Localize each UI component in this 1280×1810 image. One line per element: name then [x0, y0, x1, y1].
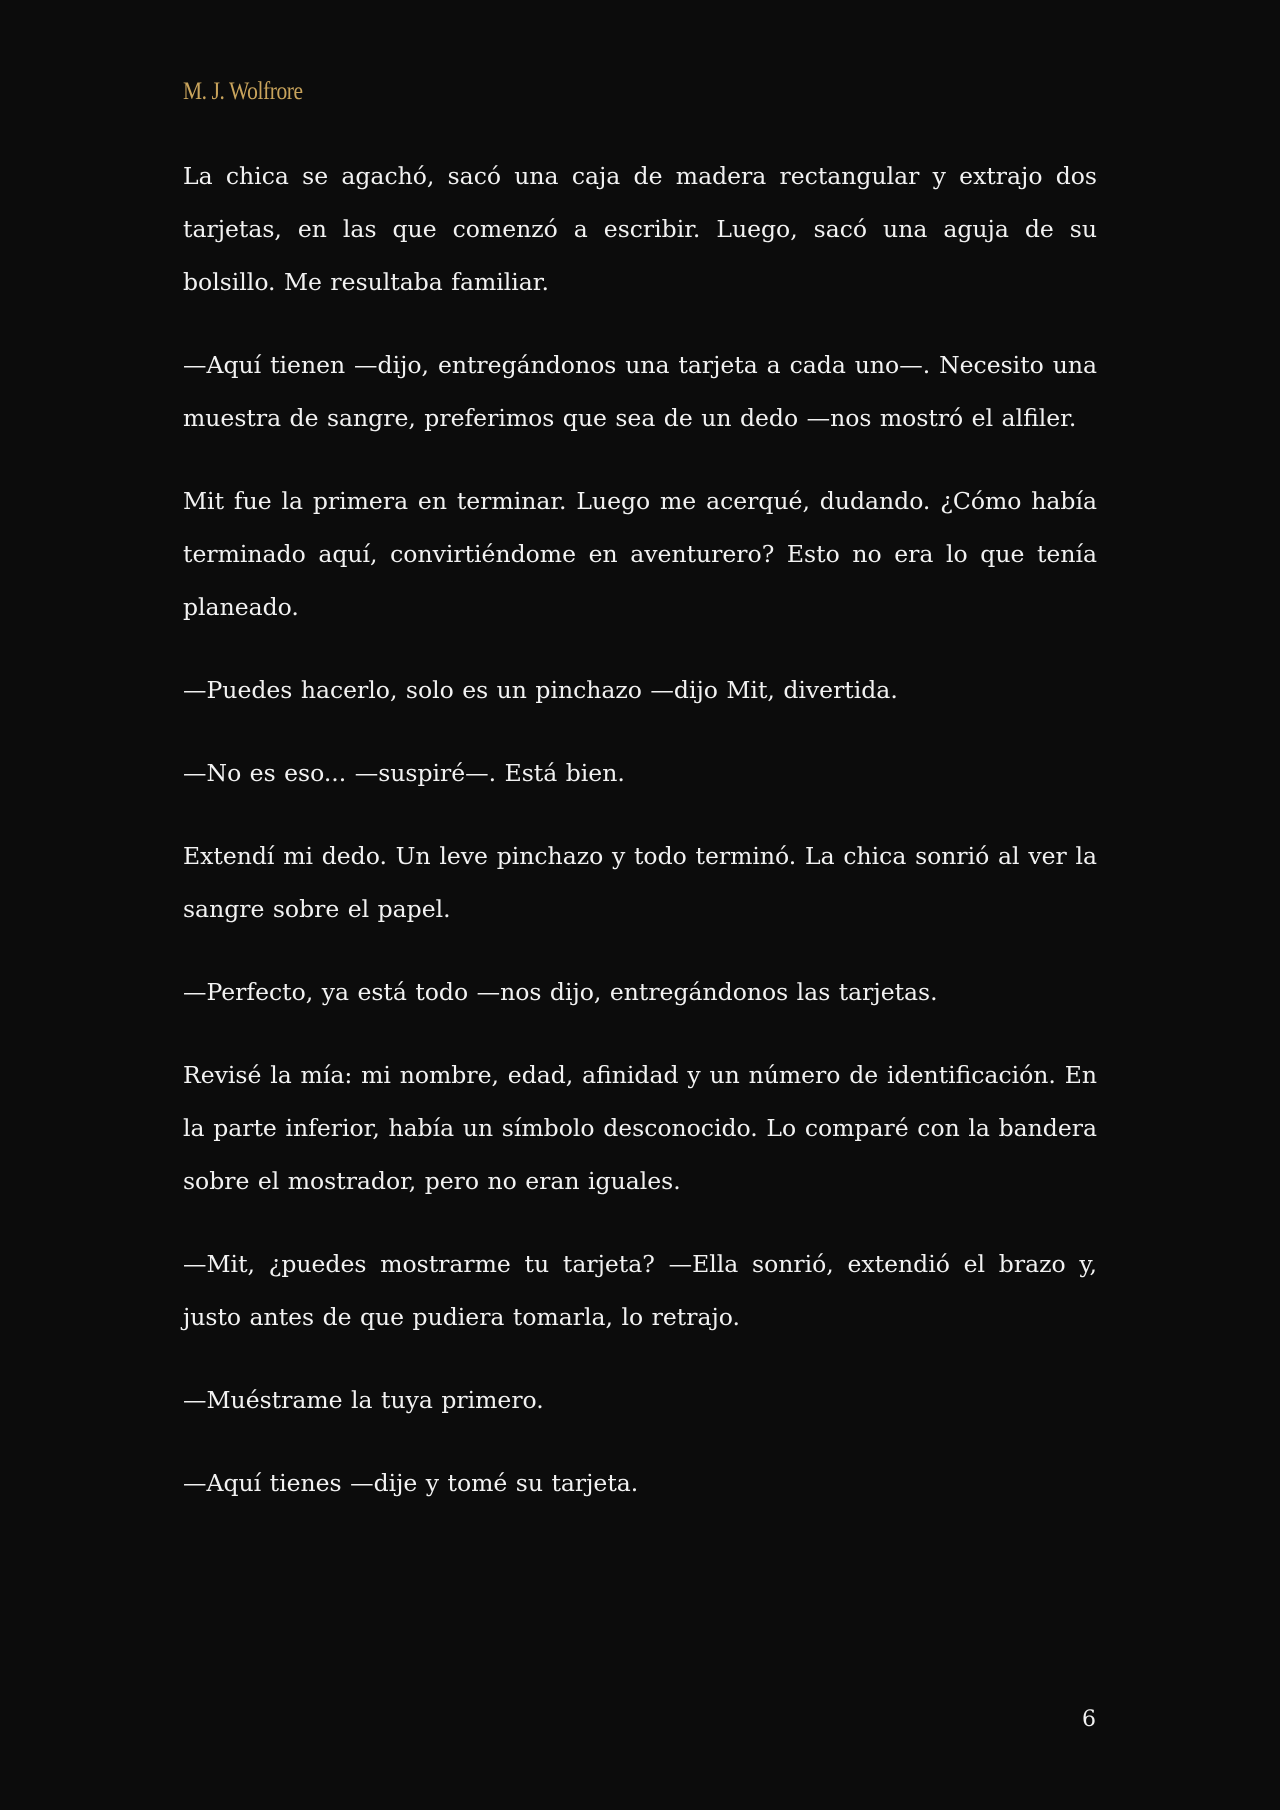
paragraph: La chica se agachó, sacó una caja de madera rectangular y extrajo dos tarjetas, en las que comenzó a escribir. Luego, sacó una aguja de su bolsillo. Me resultaba familiar. — [183, 162, 1097, 296]
page-number: 6 — [1082, 1707, 1096, 1732]
paragraph: —Aquí tienes —dije y tomé su tarjeta. — [183, 1469, 639, 1497]
running-header-author: M. J. Wolfrore — [183, 78, 303, 105]
paragraph: —Puedes hacerlo, solo es un pinchazo —dijo Mit, divertida. — [183, 676, 898, 704]
paragraph: Extendí mi dedo. Un leve pinchazo y todo terminó. La chica sonrió al ver la sangre sobre el papel. — [183, 842, 1097, 923]
paragraph: —No es eso... —suspiré—. Está bien. — [183, 759, 625, 787]
paragraph: —Mit, ¿puedes mostrarme tu tarjeta? —Ella sonrió, extendió el brazo y, justo antes de que pudiera tomarla, lo retrajo. — [183, 1250, 1097, 1331]
paragraph: Mit fue la primera en terminar. Luego me acerqué, dudando. ¿Cómo había terminado aquí, convirtiéndome en aventurero? Esto no era lo que tenía planeado. — [183, 487, 1097, 621]
page-body — [183, 150, 1097, 1540]
paragraph: —Aquí tienen —dijo, entregándonos una tarjeta a cada uno—. Necesito una muestra de sangre, preferimos que sea de un dedo —nos mostró el alfiler. — [183, 351, 1097, 432]
paragraph: —Perfecto, ya está todo —nos dijo, entregándonos las tarjetas. — [183, 978, 938, 1006]
paragraph: Revisé la mía: mi nombre, edad, afinidad y un número de identificación. En la parte inferior, había un símbolo desconocido. Lo comparé con la bandera sobre el mostrador, pero no eran iguales. — [183, 1061, 1097, 1195]
paragraph: —Muéstrame la tuya primero. — [183, 1386, 544, 1414]
